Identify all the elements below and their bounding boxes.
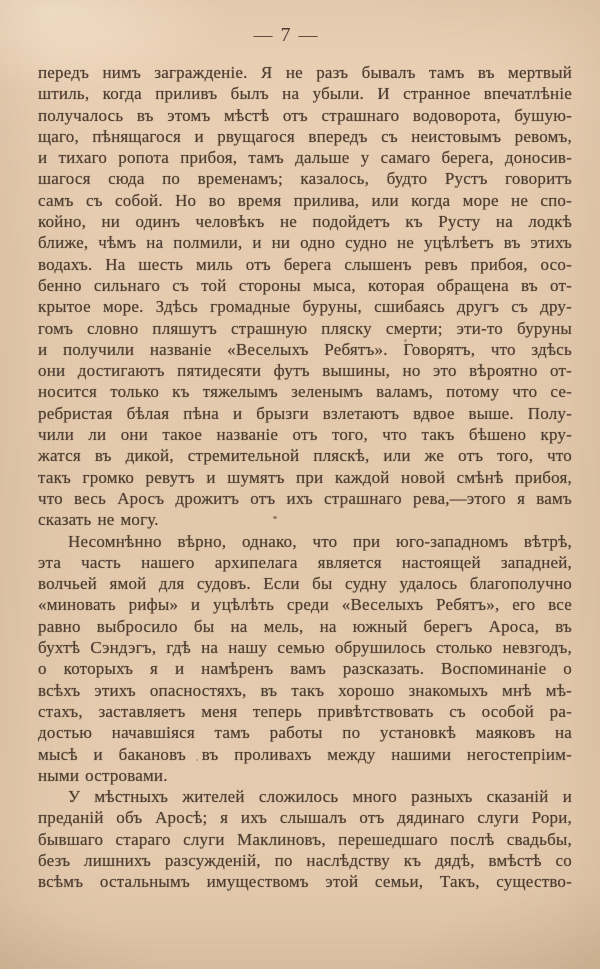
text-line: мысѣ и бакановъ въ проливахъ между нашими негостепріим- bbox=[38, 744, 572, 764]
body-text bbox=[38, 62, 572, 893]
text-line: и тихаго ропота прибоя, тамъ дальше у самаго берега, доносив- bbox=[38, 148, 572, 168]
text-line: У мѣстныхъ жителей сложилось много разныхъ сказаній и bbox=[68, 787, 572, 807]
paragraph-2 bbox=[38, 531, 572, 787]
text-line: «миновать рифы» и уцѣлѣть среди «Веселыхъ Ребятъ», его все bbox=[38, 595, 572, 615]
text-line: сказать не могу. bbox=[38, 510, 159, 530]
text-line: щаго, пѣнящагося и рвущагося впередъ съ неистовымъ ревомъ, bbox=[38, 126, 572, 146]
header-dash-right: — bbox=[298, 25, 319, 46]
text-line: эта часть нашего архипелага является настоящей западней, bbox=[38, 552, 572, 572]
text-line: чили ли они такое названіе отъ того, что такъ бѣшено кру- bbox=[38, 425, 572, 445]
text-line: жатся въ дикой, стремительной пляскѣ, или же отъ того, что bbox=[38, 446, 572, 466]
paragraph-3 bbox=[38, 786, 572, 892]
text-line: ребристая бѣлая пѣна и брызги взлетаютъ вдвое выше. Полу- bbox=[38, 403, 572, 423]
text-line: получалось въ этомъ мѣстѣ отъ страшнаго водоворота, бушую- bbox=[38, 105, 572, 125]
text-line: шагося сюда по временамъ; казалось, будто Рустъ говоритъ bbox=[38, 169, 572, 189]
text-line: самъ съ собой. Но во время прилива, или когда море не спо- bbox=[38, 190, 572, 210]
text-line: волчьей ямой для судовъ. Если бы судну удалось благополучно bbox=[38, 574, 572, 594]
text-line: о которыхъ я и намѣренъ вамъ разсказать. Воспоминаніе о bbox=[38, 659, 572, 679]
page-header bbox=[0, 24, 572, 47]
text-line: койно, ни одинъ человѣкъ не подойдетъ къ Русту на лодкѣ bbox=[38, 212, 572, 232]
text-line: ближе, чѣмъ на полмили, и ни одно судно не уцѣлѣетъ въ этихъ bbox=[38, 233, 572, 253]
header-dash-left: — bbox=[253, 25, 274, 46]
text-line: ными островами. bbox=[38, 765, 168, 785]
text-line: стахъ, заставляетъ меня теперь привѣтствовать съ особой ра- bbox=[38, 701, 572, 721]
text-line: безъ лишнихъ разсужденій, по наслѣдству къ дядѣ, вмѣстѣ со bbox=[38, 850, 572, 870]
page-number: 7 bbox=[280, 24, 292, 46]
text-line: носится только къ тяжелымъ зеленымъ валамъ, потому что се- bbox=[38, 382, 572, 402]
text-line: что весь Аросъ дрожитъ отъ ихъ страшнаго рева,—этого я вамъ bbox=[38, 488, 572, 508]
text-line: передъ нимъ загражденіе. Я не разъ бывалъ тамъ въ мертвый bbox=[38, 63, 572, 82]
text-line: достью начавшіяся тамъ работы по установкѣ маяковъ на bbox=[38, 723, 572, 743]
text-line: бывшаго стараго слуги Маклиновъ, перешедшаго послѣ свадьбы, bbox=[38, 829, 572, 849]
text-line: бухтѣ Сэндэгъ, гдѣ на нашу семью обрушилось столько невзгодъ, bbox=[38, 638, 572, 658]
text-line: водахъ. На шесть миль отъ берега слышенъ ревъ прибоя, осо- bbox=[38, 254, 572, 274]
paragraph-continuation bbox=[38, 62, 572, 531]
text-line: и получили названіе «Веселыхъ Ребятъ». Говорятъ, что здѣсь bbox=[38, 339, 572, 359]
text-line: всѣхъ этихъ опасностяхъ, въ такъ хорошо знакомыхъ мнѣ мѣ- bbox=[38, 680, 572, 700]
text-line: крытое море. Здѣсь громадные буруны, сшибаясь другъ съ дру- bbox=[38, 297, 572, 317]
text-line: Несомнѣнно вѣрно, однако, что при юго-западномъ вѣтрѣ, bbox=[68, 531, 572, 551]
text-line: преданій объ Аросѣ; я ихъ слышалъ отъ дядинаго слуги Рори, bbox=[38, 808, 572, 828]
text-line: гомъ словно пляшутъ страшную пляску смерти; эти-то буруны bbox=[38, 318, 572, 338]
text-line: штиль, когда приливъ былъ на убыли. И странное впечатлѣніе bbox=[38, 84, 572, 104]
text-line: равно выбросило бы на мель, на южный берегъ Ароса, въ bbox=[38, 616, 572, 636]
text-line: такъ громко ревутъ и шумятъ при каждой новой смѣнѣ прибоя, bbox=[38, 467, 572, 487]
text-line: бенно сильнаго съ той стороны мыса, которая обращена въ от- bbox=[38, 275, 572, 295]
text-line: они достигаютъ пятидесяти футъ вышины, но это вѣроятно от- bbox=[38, 361, 572, 381]
text-line: всѣмъ остальнымъ имуществомъ этой семьи, Такъ, существо- bbox=[38, 872, 572, 892]
